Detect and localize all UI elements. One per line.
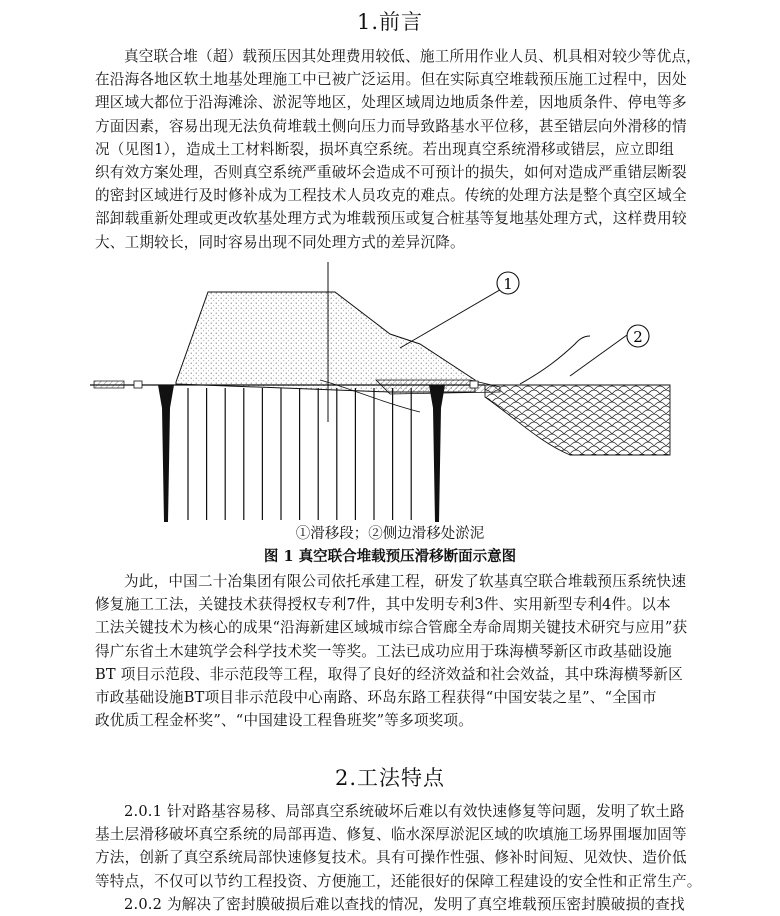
text-line: 况（见图1），造成土工材料断裂，损坏真空系统。若出现真空系统滑移或错层，应立即组 — [95, 140, 675, 158]
slipped-mud-region — [485, 336, 670, 455]
callout-1-leader — [400, 284, 510, 348]
drainage-boards — [188, 388, 411, 520]
slip-section-diagram — [90, 262, 690, 524]
text-line: 工法关键技术为核心的成果“沿海新建区域城市综合管廊全寿命周期关键技术研究与应用”获 — [95, 619, 688, 637]
text-line: 基土层滑移破坏真空系统的局部再造、修复、临水深厚淤泥区域的吹填施工场界围堰加固等 — [95, 826, 687, 844]
text-line: 政优质工程金杯奖”、“中国建设工程鲁班奖”等多项奖项。 — [95, 712, 474, 730]
text-line: 2.0.1 针对路基容易移、局部真空系统破坏后难以有效快速修复等问题，发明了软土路 — [124, 803, 685, 820]
callout-2-leader — [570, 335, 627, 376]
callout-1-label: 1 — [503, 275, 513, 293]
section-heading-1: 1.前言 — [356, 10, 424, 34]
section2-paragraph — [95, 800, 703, 916]
text-line: 方面因素，容易出现无法负荷堆载土侧向压力而导致路基水平位移，甚至错层向外滑移的情 — [95, 117, 687, 135]
sealing-trench-left — [158, 385, 174, 522]
text-line: 方法，创新了真空系统局部快速修复技术。具有可操作性强、修补时间短、见效快、造价低 — [95, 849, 687, 867]
text-line: 大、工期较长，同时容易出现不同处理方式的差异沉降。 — [95, 233, 465, 251]
section1-paragraph — [95, 45, 703, 254]
text-line: 修复施工工法，关键技术获得授权专利7件，其中发明专利3件、实用新型专利4件。以本 — [95, 596, 671, 614]
section-heading-2: 2.工法特点 — [334, 766, 446, 790]
text-line: 部卸载重新处理或更改软基处理方式为堆载预压或复合桩基等复地基处理方式，这样费用较 — [95, 210, 687, 228]
text-line: 等特点，不仅可以节约工程投资、方便施工，还能很好的保障工程建设的安全性和正常生产。 — [95, 872, 702, 890]
text-line: 理区域大都位于沿海滩涂、淤泥等地区，处理区域周边地质条件差，因地质条件、停电等多 — [95, 94, 687, 112]
text-line: BT 项目示范段、非示范段等工程，取得了良好的经济效益和社会效益，其中珠海横琴新区 — [95, 665, 683, 683]
text-line: 真空联合堆（超）载预压因其处理费用较低、施工所用作业人员、机具相对较少等优点， — [124, 48, 701, 65]
figure-subcaption: ①滑移段；②侧边滑移处淤泥 — [295, 526, 485, 542]
figure-caption: 图 1 真空联合堆载预压滑移断面示意图 — [263, 548, 517, 565]
text-line: 的密封区域进行及时修补成为工程技术人员攻克的难点。传统的处理方法是整个真空区域全 — [95, 187, 687, 205]
section1b-paragraph — [95, 570, 703, 732]
text-line: 织有效方案处理，否则真空系统严重破坏会造成不可预计的损失，如何对造成严重错层断裂 — [95, 164, 687, 182]
seal-anchor-left — [134, 381, 142, 388]
text-line: 为此，中国二十冶集团有限公司依托承建工程，研发了软基真空联合堆载预压系统快速 — [124, 573, 687, 590]
left-edge-marker — [94, 381, 124, 388]
text-line: 在沿海各地区软土地基处理施工中已被广泛运用。但在实际真空堆载预压施工过程中，因处 — [95, 71, 687, 89]
callout-2-label: 2 — [633, 328, 643, 346]
sealing-trench-right — [429, 385, 445, 522]
text-line: 得广东省土木建筑学会科学技术奖一等奖。工法已成功应用于珠海横琴新区市政基础设施 — [95, 642, 672, 660]
text-line: 市政基础设施BT项目非示范段中心南路、环岛东路工程获得“中国安装之星”、“全国市 — [95, 689, 657, 707]
text-line: 2.0.2 为解决了密封膜破损后难以查找的情况，发明了真空堆载预压密封膜破损的查找 — [124, 895, 685, 913]
seal-anchor-right — [470, 381, 478, 388]
